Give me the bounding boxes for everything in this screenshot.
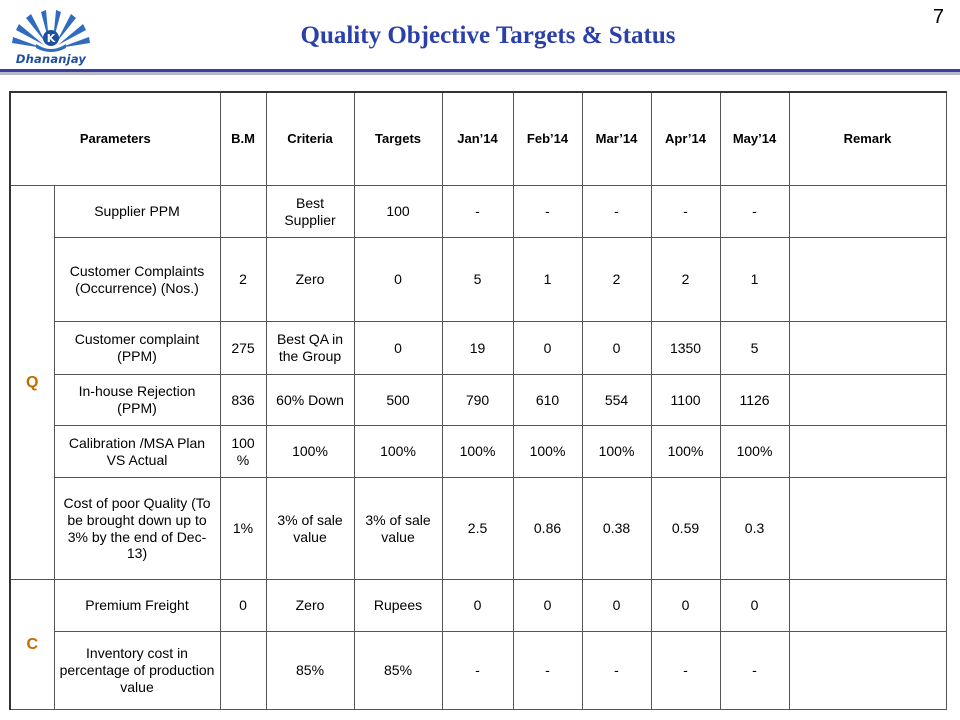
jan-cell: 19 bbox=[442, 322, 513, 375]
criteria-cell: Zero bbox=[266, 580, 354, 632]
bm-cell: 1% bbox=[220, 478, 266, 580]
bm-cell: 100 % bbox=[220, 426, 266, 478]
remark-cell bbox=[789, 375, 946, 426]
feb-cell: - bbox=[513, 186, 582, 238]
criteria-cell: 85% bbox=[266, 632, 354, 710]
table-row bbox=[10, 478, 946, 580]
jan-cell: - bbox=[442, 632, 513, 710]
may-cell: 1126 bbox=[720, 375, 789, 426]
col-header-criteria: Criteria bbox=[266, 92, 354, 186]
bm-cell bbox=[220, 186, 266, 238]
table-row bbox=[10, 632, 946, 710]
bm-cell: 836 bbox=[220, 375, 266, 426]
bm-cell: 0 bbox=[220, 580, 266, 632]
apr-cell: - bbox=[651, 632, 720, 710]
mar-cell: 100% bbox=[582, 426, 651, 478]
col-header-jan: Jan’14 bbox=[442, 92, 513, 186]
mar-cell: 0 bbox=[582, 322, 651, 375]
header-row bbox=[10, 92, 946, 186]
bm-cell: 275 bbox=[220, 322, 266, 375]
page-title: Quality Objective Targets & Status bbox=[300, 22, 676, 49]
may-cell: 1 bbox=[720, 238, 789, 322]
apr-cell: 1100 bbox=[651, 375, 720, 426]
apr-cell: 2 bbox=[651, 238, 720, 322]
criteria-cell: 60% Down bbox=[266, 375, 354, 426]
parameter-cell: Customer Complaints (Occurrence) (Nos.) bbox=[54, 238, 220, 322]
targets-cell: 85% bbox=[354, 632, 442, 710]
remark-cell bbox=[789, 580, 946, 632]
targets-cell: 0 bbox=[354, 322, 442, 375]
criteria-cell: Best Supplier bbox=[266, 186, 354, 238]
remark-cell bbox=[789, 186, 946, 238]
apr-cell: 0 bbox=[651, 580, 720, 632]
may-cell: 0.3 bbox=[720, 478, 789, 580]
feb-cell: 610 bbox=[513, 375, 582, 426]
may-cell: 100% bbox=[720, 426, 789, 478]
targets-cell: 100% bbox=[354, 426, 442, 478]
mar-cell: 554 bbox=[582, 375, 651, 426]
jan-cell: 100% bbox=[442, 426, 513, 478]
feb-cell: - bbox=[513, 632, 582, 710]
col-header-parameters: Parameters bbox=[10, 92, 220, 186]
table-row bbox=[10, 375, 946, 426]
col-header-bm: B.M bbox=[220, 92, 266, 186]
criteria-cell: 100% bbox=[266, 426, 354, 478]
parameter-cell: Customer complaint (PPM) bbox=[54, 322, 220, 375]
col-header-mar: Mar’14 bbox=[582, 92, 651, 186]
jan-cell: - bbox=[442, 186, 513, 238]
feb-cell: 0 bbox=[513, 580, 582, 632]
logo-text: Dhananjay bbox=[15, 52, 87, 66]
mar-cell: 0.38 bbox=[582, 478, 651, 580]
targets-cell: 500 bbox=[354, 375, 442, 426]
table-row bbox=[10, 238, 946, 322]
bm-cell: 2 bbox=[220, 238, 266, 322]
apr-cell: 1350 bbox=[651, 322, 720, 375]
may-cell: 5 bbox=[720, 322, 789, 375]
feb-cell: 1 bbox=[513, 238, 582, 322]
mar-cell: 2 bbox=[582, 238, 651, 322]
feb-cell: 0.86 bbox=[513, 478, 582, 580]
targets-cell: 3% of sale value bbox=[354, 478, 442, 580]
mar-cell: - bbox=[582, 186, 651, 238]
remark-cell bbox=[789, 632, 946, 710]
group-label-q: Q bbox=[10, 186, 54, 580]
svg-text:K: K bbox=[46, 32, 56, 45]
parameter-cell: Inventory cost in percentage of production value bbox=[54, 632, 220, 710]
page-number: 7 bbox=[932, 6, 944, 28]
header-divider-shadow bbox=[0, 72, 960, 75]
targets-cell: 0 bbox=[354, 238, 442, 322]
col-header-remark: Remark bbox=[789, 92, 946, 186]
may-cell: 0 bbox=[720, 580, 789, 632]
jan-cell: 5 bbox=[442, 238, 513, 322]
parameter-cell: Supplier PPM bbox=[54, 186, 220, 238]
jan-cell: 0 bbox=[442, 580, 513, 632]
targets-cell: 100 bbox=[354, 186, 442, 238]
col-header-may: May’14 bbox=[720, 92, 789, 186]
table-row bbox=[10, 186, 946, 238]
apr-cell: 0.59 bbox=[651, 478, 720, 580]
criteria-cell: 3% of sale value bbox=[266, 478, 354, 580]
targets-cell: Rupees bbox=[354, 580, 442, 632]
parameter-cell: Cost of poor Quality (To be brought down up to 3% by the end of Dec-13) bbox=[54, 478, 220, 580]
feb-cell: 0 bbox=[513, 322, 582, 375]
parameter-cell: In-house Rejection (PPM) bbox=[54, 375, 220, 426]
bm-cell bbox=[220, 632, 266, 710]
apr-cell: 100% bbox=[651, 426, 720, 478]
mar-cell: - bbox=[582, 632, 651, 710]
may-cell: - bbox=[720, 186, 789, 238]
table-row bbox=[10, 426, 946, 478]
criteria-cell: Zero bbox=[266, 238, 354, 322]
table-row bbox=[10, 322, 946, 375]
feb-cell: 100% bbox=[513, 426, 582, 478]
group-label-c: C bbox=[10, 580, 54, 710]
remark-cell bbox=[789, 238, 946, 322]
may-cell: - bbox=[720, 632, 789, 710]
remark-cell bbox=[789, 478, 946, 580]
parameter-cell: Calibration /MSA Plan VS Actual bbox=[54, 426, 220, 478]
apr-cell: - bbox=[651, 186, 720, 238]
col-header-apr: Apr’14 bbox=[651, 92, 720, 186]
criteria-cell: Best QA in the Group bbox=[266, 322, 354, 375]
col-header-targets: Targets bbox=[354, 92, 442, 186]
jan-cell: 790 bbox=[442, 375, 513, 426]
table-row bbox=[10, 580, 946, 632]
jan-cell: 2.5 bbox=[442, 478, 513, 580]
parameter-cell: Premium Freight bbox=[54, 580, 220, 632]
remark-cell bbox=[789, 322, 946, 375]
quality-objectives-table bbox=[9, 91, 947, 710]
col-header-feb: Feb’14 bbox=[513, 92, 582, 186]
remark-cell bbox=[789, 426, 946, 478]
mar-cell: 0 bbox=[582, 580, 651, 632]
